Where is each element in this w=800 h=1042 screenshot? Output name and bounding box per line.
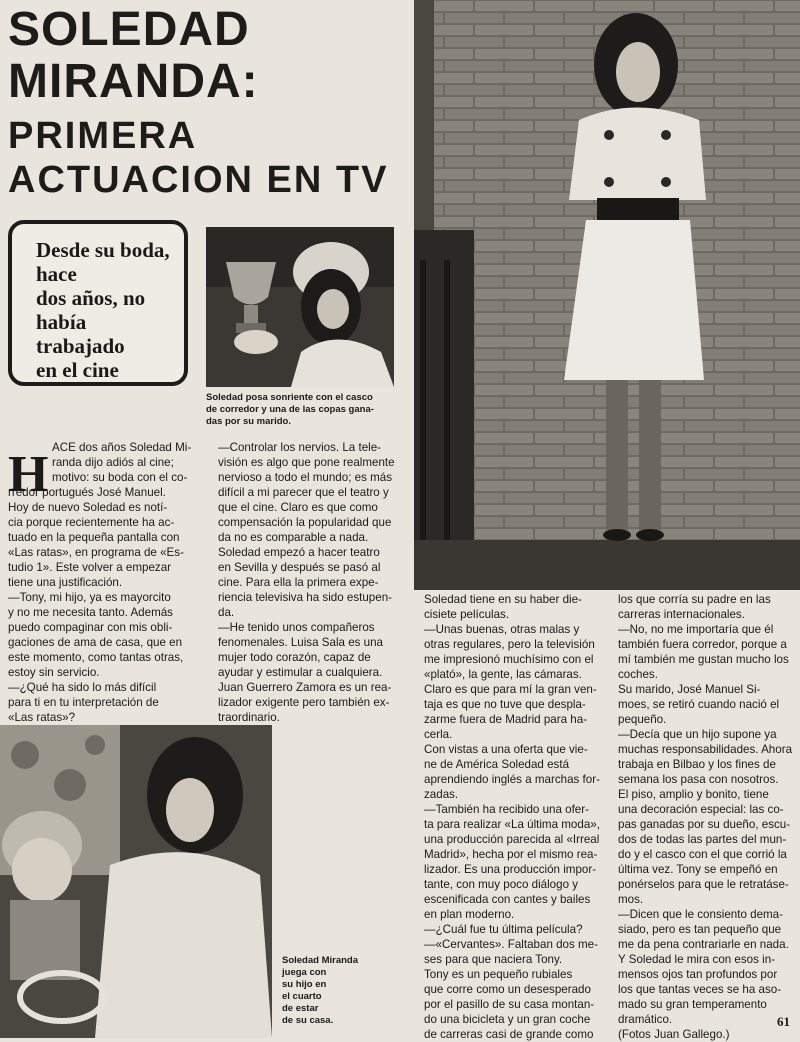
caption-line: su hijo en (282, 979, 327, 990)
body-line: puedo compaginar con mis obli- (8, 621, 173, 634)
body-line: escenificada con cantes y bailes (424, 893, 591, 906)
body-line: «plató», la gente, las cámaras. (424, 668, 582, 681)
subtitle-line: PRIMERA (8, 115, 198, 157)
body-line: que corre como un desesperado (424, 983, 591, 996)
body-line: mí también me gustan mucho los (618, 653, 789, 666)
body-line: —Tony, mi hijo, ya es mayorcito (8, 591, 171, 604)
body-line: Madrid», hecha por el mismo rea- (424, 848, 598, 861)
caption-line: das por su marido. (206, 416, 291, 427)
article-title (8, 4, 418, 108)
body-line: fenomenales. Luisa Sala es una (218, 636, 384, 649)
caption-line: de estar (282, 1003, 319, 1014)
body-line: —¿Qué ha sido lo más difícil (8, 681, 157, 694)
body-line: me da pena contrariarle en nada. (618, 938, 789, 951)
body-line: ayudar y estimular a cualquiera. (218, 666, 383, 679)
body-line: este momento, como tantas otras, (8, 651, 184, 664)
body-line: Juan Guerrero Zamora es un rea- (218, 681, 392, 694)
caption-line: Soledad posa sonriente con el casco (206, 392, 373, 403)
body-line: mos. (618, 893, 644, 906)
body-line: —«Cervantes». Faltaban dos me- (424, 938, 598, 951)
pull-quote-line: dos años, no (36, 286, 146, 310)
body-line: estoy sin servicio. (8, 666, 100, 679)
body-line: pequeño. (618, 713, 667, 726)
pull-quote-line: trabajado (36, 334, 125, 358)
body-line: una decoración especial: las co- (618, 803, 784, 816)
text-column-4 (618, 592, 798, 1042)
body-line: por el pasillo de su casa montan- (424, 998, 595, 1011)
subtitle-line: ACTUACION EN TV (8, 159, 389, 201)
body-line: rredor portugués José Manuel. (8, 486, 166, 499)
body-line: —Decía que un hijo supone ya (618, 728, 777, 741)
body-line: tiene una justificación. (8, 576, 123, 589)
body-line: tuado en la pequeña pantalla con (8, 531, 180, 544)
body-line: tudio 1». Este volver a empezar (8, 561, 172, 574)
body-line: moes, se retiró cuando nació el (618, 698, 780, 711)
standing-photo (414, 0, 800, 590)
body-line: ACE dos años Soledad Mi- (52, 441, 192, 454)
pull-quote-line: en el cine (36, 358, 119, 382)
body-line: ta para realizar «La última moda», (424, 818, 600, 831)
body-line: otras regulares, pero la televisión (424, 638, 595, 651)
body-line: dos de todas las partes del mun- (618, 833, 787, 846)
body-line: ses para que naciera Tony. (424, 953, 563, 966)
body-line: mado su gran temperamento (618, 998, 767, 1011)
text-column-1 (8, 440, 206, 725)
page-number: 61 (777, 1014, 790, 1029)
body-line: en plan moderno. (424, 908, 515, 921)
body-line: ne de América Soledad está (424, 758, 570, 771)
caption-line: de corredor y una de las copas gana- (206, 404, 374, 415)
body-line: traordinario. (218, 711, 280, 724)
drop-cap: H (8, 446, 49, 503)
body-line: los que corría su padre en las (618, 593, 771, 606)
body-line: —Controlar los nervios. La tele- (218, 441, 382, 454)
body-line: —He tenido unos compañeros (218, 621, 375, 634)
body-line: última vez. Tony se empeñó en (618, 863, 778, 876)
body-line: cerla. (424, 728, 453, 741)
body-line: Soledad empezó a hacer teatro (218, 546, 380, 559)
body-line: visión es algo que pone realmente (218, 456, 395, 469)
child-caption (282, 955, 358, 1027)
body-line: gaciones de ama de casa, que en (8, 636, 183, 649)
body-line: Su marido, José Manuel Si- (618, 683, 761, 696)
body-line: do una bicicleta y un gran coche (424, 1013, 591, 1026)
title-line: MIRANDA: (8, 55, 259, 108)
title-line: SOLEDAD (8, 3, 250, 56)
body-line: lizador. Es una producción impor- (424, 863, 597, 876)
body-line: —Dicen que le consiento dema- (618, 908, 783, 921)
body-line: —También ha recibido una ofer- (424, 803, 589, 816)
caption-line: el cuarto (282, 991, 322, 1002)
body-line: muchas responsabilidades. Ahora (618, 743, 793, 756)
body-line: cia porque recientemente ha ac- (8, 516, 175, 529)
body-line: «Las ratas», en programa de «Es- (8, 546, 184, 559)
child-photo (0, 725, 272, 1038)
body-line: Con vistas a una oferta que vie- (424, 743, 588, 756)
body-line: «Las ratas»? (8, 711, 76, 724)
body-line: coches. (618, 668, 658, 681)
body-line: me impresionó muchísimo con el (424, 653, 594, 666)
body-line: cine. Para ella la primera expe- (218, 576, 379, 589)
article-subtitle (8, 114, 418, 202)
caption-line: Soledad Miranda (282, 955, 359, 966)
body-line: Soledad tiene en su haber die- (424, 593, 582, 606)
body-line: y no me necesita tanto. Además (8, 606, 173, 619)
body-line: Hoy de nuevo Soledad es notí- (8, 501, 168, 514)
body-line: pas ganadas por su dueño, escu- (618, 818, 791, 831)
body-line: trabaja en Bilbao y los fines de (618, 758, 776, 771)
body-line: aprendiendo inglés a marchas for- (424, 773, 600, 786)
body-line: Tony es un pequeño rubiales (424, 968, 573, 981)
body-line: siado, pero es tan pequeño que (618, 923, 782, 936)
body-line: riencia televisiva ha sido estupen- (218, 591, 393, 604)
body-line: ponérselos para que le retratáse- (618, 878, 789, 891)
pull-quote-line: había (36, 310, 87, 334)
body-line: zadas. (424, 788, 459, 801)
body-line: (Fotos Juan Gallego.) (618, 1028, 730, 1041)
body-line: nervioso a todo el mundo; es más (218, 471, 393, 484)
text-column-3 (424, 592, 610, 1042)
body-line: tante, con muy poco diálogo y (424, 878, 579, 891)
body-line: El piso, amplio y bonito, tiene (618, 788, 769, 801)
body-line: lizador exigente pero también ex- (218, 696, 390, 709)
body-line: da no es comparable a nada. (218, 531, 369, 544)
body-line: los que tantas veces se ha aso- (618, 983, 782, 996)
body-line: dramático. (618, 1013, 673, 1026)
body-line: mujer todo corazón, capaz de (218, 651, 371, 664)
body-line: zarme fuera de Madrid para ha- (424, 713, 588, 726)
body-line: también fuera corredor, porque a (618, 638, 787, 651)
body-line: en Sevilla y después se pasó al (218, 561, 381, 574)
body-line: semana los pasa con nosotros. (618, 773, 779, 786)
pull-quote-box (8, 220, 188, 386)
body-line: para ti en tu interpretación de (8, 696, 159, 709)
text-column-2 (218, 440, 414, 725)
body-line: —No, no me importaría que él (618, 623, 774, 636)
pull-quote-line: Desde su boda, (36, 238, 170, 262)
body-line: randa dijo adiós al cine; (52, 456, 174, 469)
body-line: taja es que no tuve que despla- (424, 698, 586, 711)
body-line: compensación la popularidad que (218, 516, 392, 529)
caption-line: juega con (282, 967, 327, 978)
body-line: cisiete películas. (424, 608, 510, 621)
trophy-caption (206, 392, 374, 428)
body-line: Y Soledad le mira con esos in- (618, 953, 776, 966)
body-line: mensos ojos tan profundos por (618, 968, 778, 981)
body-line: de carreras casi de grande como (424, 1028, 594, 1041)
body-line: Claro es que para mí la gran ven- (424, 683, 597, 696)
body-line: —Unas buenas, otras malas y (424, 623, 580, 636)
pull-quote-line: hace (36, 262, 77, 286)
body-line: difícil a mi parecer que el teatro y (218, 486, 389, 499)
trophy-photo (206, 227, 394, 387)
body-line: do y el casco con el que corrió la (618, 848, 787, 861)
caption-line: de su casa. (282, 1015, 334, 1026)
body-line: —¿Cuál fue tu última película? (424, 923, 583, 936)
body-line: carreras internacionales. (618, 608, 745, 621)
body-line: una producción parecida al «Irreal (424, 833, 600, 846)
body-line: da. (218, 606, 235, 619)
body-line: motivo: su boda con el co- (52, 471, 188, 484)
body-line: que el cine. Claro es que como (218, 501, 378, 514)
